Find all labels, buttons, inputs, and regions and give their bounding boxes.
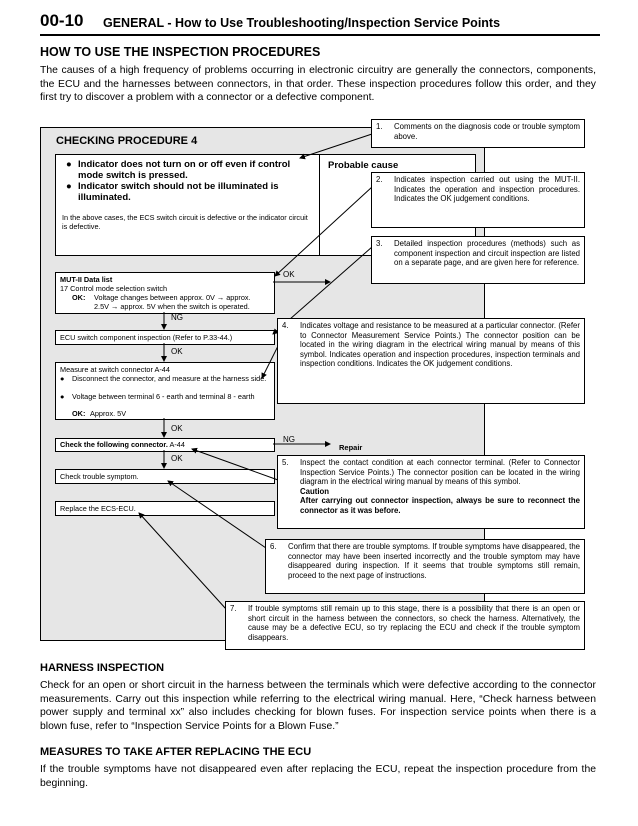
- flow-label-ok: OK: [283, 270, 295, 279]
- check-trouble-text: Check trouble symptom.: [60, 472, 139, 481]
- measure-ok-label: OK:: [72, 409, 86, 418]
- mut-ok-line1: Voltage changes between approx. 0V → approx.: [94, 293, 251, 302]
- callout-3: 3. Detailed inspection procedures (methods) such as component inspection and circuit inspection are listed on a separate page, and are given here for reference.: [371, 236, 585, 284]
- check-connector-text: Check the following connector.: [60, 440, 168, 449]
- check-connector-code: A-44: [169, 440, 185, 449]
- repair-label: Repair: [339, 443, 363, 452]
- callout-1: 1. Comments on the diagnosis code or trouble symptom above.: [371, 119, 585, 148]
- flow-label-ok: OK: [171, 347, 183, 356]
- mut-title: MUT-II Data list: [60, 275, 113, 284]
- caution-label: Caution: [300, 486, 330, 496]
- checking-procedure-title: CHECKING PROCEDURE 4: [56, 135, 198, 147]
- measure-bullet: ● Voltage between terminal 6 - earth and terminal 8 - earth: [60, 392, 255, 401]
- flow-label-ng: NG: [283, 435, 295, 444]
- symptom-item: ● Indicator switch should not be illuminated is illuminated.: [66, 181, 279, 203]
- section-body-after-ecu-replacement: If the trouble symptoms have not disappeared even after replacing the ECU, repeat the inspection procedure from the beginning.: [40, 764, 596, 789]
- page-header-title: GENERAL - How to Use Troubleshooting/Inspection Service Points: [103, 16, 501, 30]
- mut-ok-line2: 2.5V → approx. 5V when the switch is operated.: [94, 302, 250, 311]
- callout-6: 6. Confirm that there are trouble symptoms. If trouble symptoms have disappeared, the connector may have been inserted incorrectly and the trouble symptom may have disappeared during inspection. If it seems that trouble symptoms still remain, proceed to the next page of instructions.: [265, 539, 585, 594]
- section-body-inspection-procedures: The causes of a high frequency of problems occurring in electronic circuitry are generally the connectors, components, the ECU and the harnesses between connectors, in that order. These inspection procedures follow this order, and they first try to discover a problem with a connector or a defective component.: [40, 65, 596, 103]
- symptom-note: In the above cases, the ECS switch circuit is defective or the indicator circuit is defective.: [62, 213, 308, 232]
- caution-text: After carrying out connector inspection, always be sure to reconnect the connector as it was before.: [300, 496, 580, 515]
- flow-label-ok: OK: [171, 424, 183, 433]
- measure-title: Measure at switch connector A-44: [60, 365, 170, 374]
- mut-ok-label: OK:: [72, 293, 86, 302]
- page-number: 00-10: [40, 11, 84, 30]
- switch-inspection-text: ECU switch component inspection (Refer to P.33-44.): [60, 333, 233, 342]
- callout-5: 5. Inspect the contact condition at each connector terminal. (Refer to Connector Inspection Service Points.) The connector position can be located in the wiring diagram in the electrical wiring manual by means of this symbol. Caution After carrying out connector inspection, always be sure to reconnect the connector as it was before.: [277, 455, 585, 529]
- probable-cause-label: Probable cause: [328, 160, 399, 171]
- section-title-inspection-procedures: HOW TO USE THE INSPECTION PROCEDURES: [40, 45, 321, 59]
- section-body-harness-inspection: Check for an open or short circuit in the harness between the terminals which were defective according to the connector measurements. Carry out this inspection while referring to the electrical wiring manual. Here, “Check harness between power supply and terminal xx” also includes checking for blown fuses. For inspection service points when there is a blown fuse, refer to “Inspection Service Points for a Blown Fuse.”: [40, 680, 596, 732]
- flow-label-ng: NG: [171, 313, 183, 322]
- callout-7: 7. If trouble symptoms still remain up to this stage, there is a possibility that there is an open or short circuit in the harness between the connectors, so check the harness. Alternatively, the cause may be a defective ECU, so try replacing the ECU and check if the trouble symptom disappears.: [225, 601, 585, 650]
- measure-ok-value: Approx. 5V: [90, 409, 127, 418]
- callout-4: 4. Indicates voltage and resistance to be measured at a particular connector. (Refer to Connector Measurement Service Points.) The connector position can be located in the wiring diagram in the electrical wiring manual by means of this symbol. Indicates operation and inspection procedures, inspection terminals and inspection conditions. Indicates the OK judgement conditions.: [277, 318, 585, 404]
- symptom-item: ● Indicator does not turn on or off even if control mode switch is pressed.: [66, 159, 291, 181]
- flow-label-ok: OK: [171, 454, 183, 463]
- callout-2: 2. Indicates inspection carried out using the MUT-II. Indicates the operation and inspection procedures. Indicates the OK judgement conditions.: [371, 172, 585, 228]
- measure-bullet: ● Disconnect the connector, and measure at the harness side.: [60, 374, 267, 383]
- section-title-harness-inspection: HARNESS INSPECTION: [40, 662, 165, 674]
- section-title-after-ecu-replacement: MEASURES TO TAKE AFTER REPLACING THE ECU: [40, 746, 312, 758]
- mut-item: 17 Control mode selection switch: [60, 284, 168, 293]
- replace-ecu-text: Replace the ECS-ECU.: [60, 504, 136, 513]
